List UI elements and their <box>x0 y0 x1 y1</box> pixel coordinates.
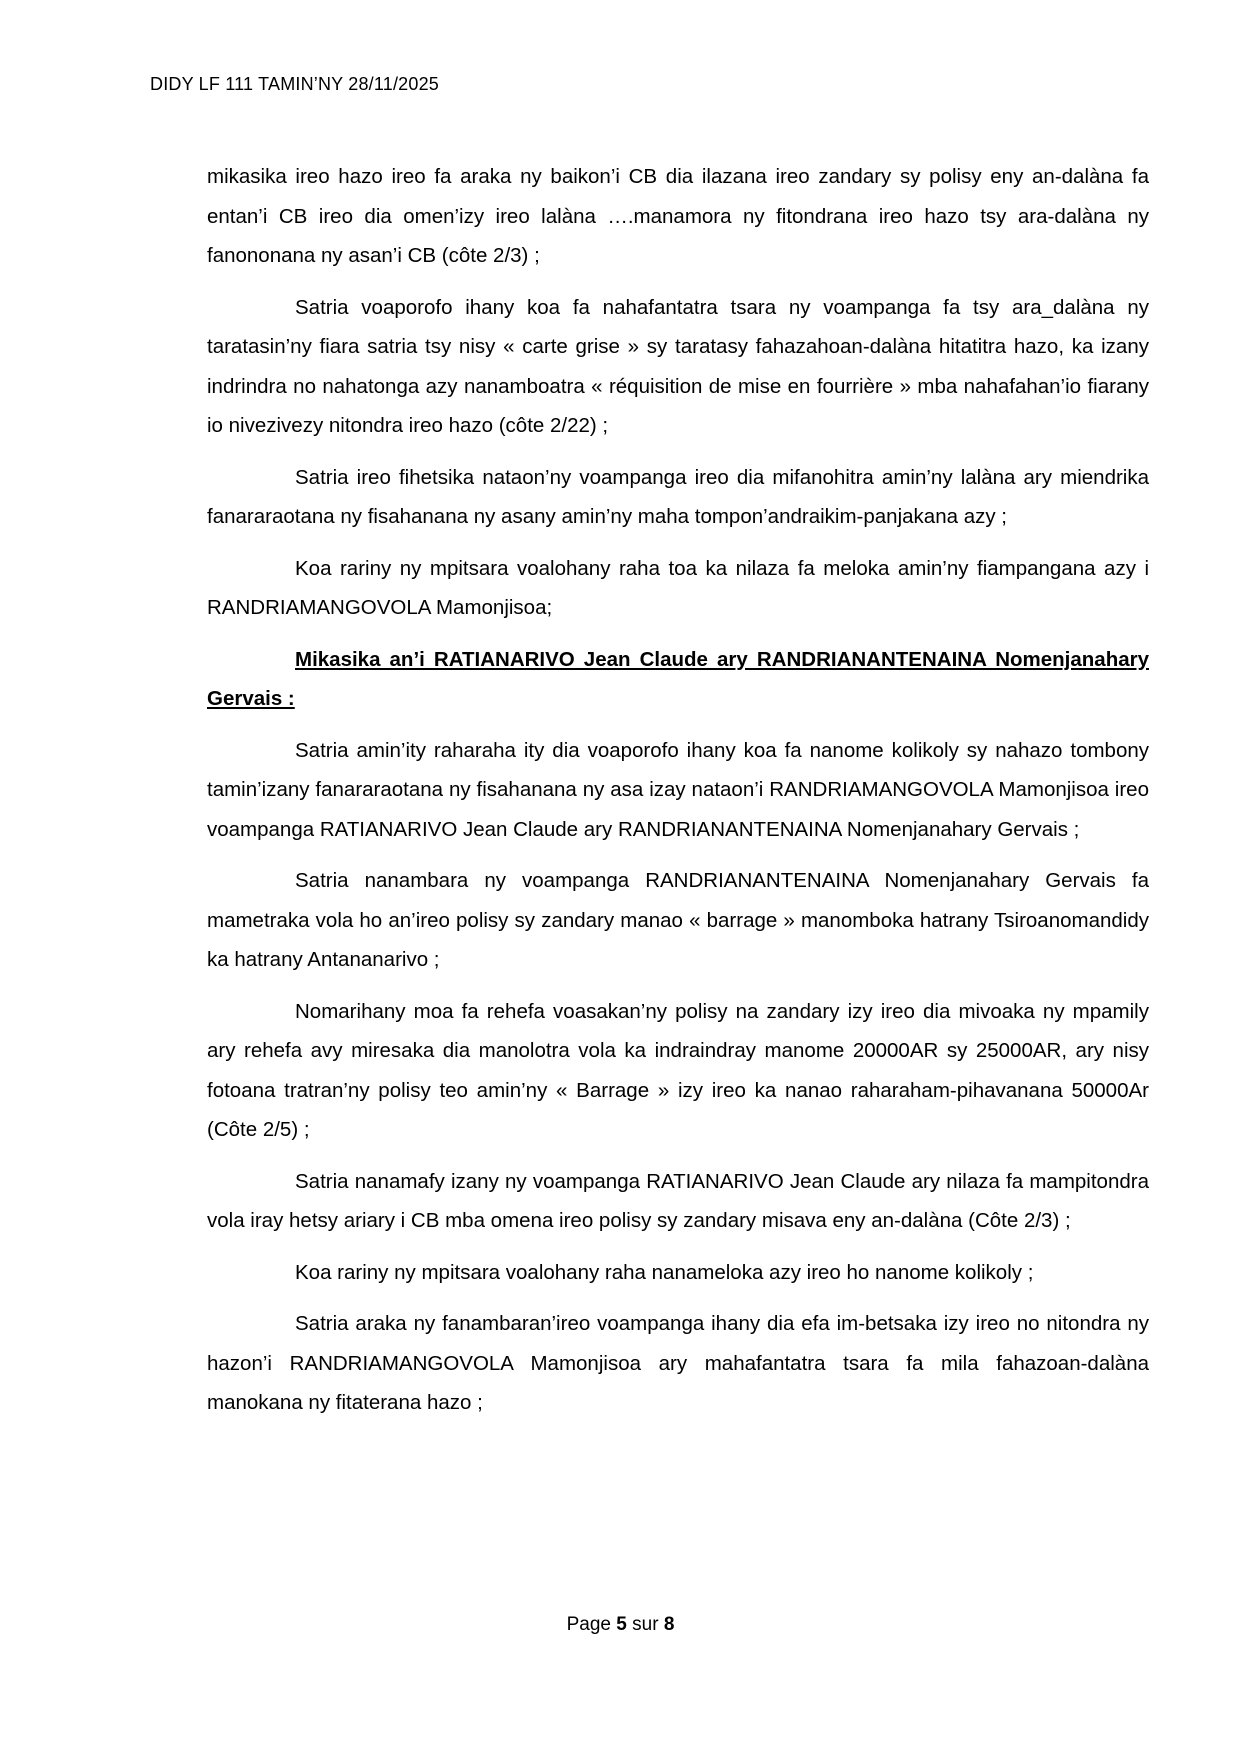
paragraph-9: Koa rariny ny mpitsara voalohany raha nanameloka azy ireo ho nanome kolikoly ; <box>295 1260 1034 1284</box>
paragraph-3: Satria ireo fihetsika nataon’ny voampanga ireo dia mifanohitra amin’ny lalàna ary miendrika fanararaotana ny fisahanana ny asany amin’ny maha tompon’andraikim-panjakana azy ; <box>207 465 1149 528</box>
page-number: 5 <box>616 1614 627 1635</box>
page-total: 8 <box>663 1614 675 1635</box>
paragraph-10: Satria araka ny fanambaran’ireo voampanga ihany dia efa im-betsaka izy ireo no nitondra ny hazon’i RANDRIAMANGOVOLA Mamonjisoa ary mahafantatra tsara fa mila fahazoan-dalàna manokana ny fitaterana hazo ; <box>207 1312 1149 1414</box>
paragraph-1: mikasika ireo hazo ireo fa araka ny baikon’i CB dia ilazana ireo zandary sy polisy eny an-dalàna fa entan’i CB ireo dia omen’izy ireo lalàna ….manamora ny fitondrana ireo hazo tsy ara-dalàna ny fanononana ny asan’i CB (côte 2/3) ; <box>207 165 1149 267</box>
document-header: DIDY LF 111 TAMIN’NY 28/11/2025 <box>150 74 440 94</box>
page-label: Page <box>566 1614 611 1635</box>
paragraph-8: Satria nanamafy izany ny voampanga RATIANARIVO Jean Claude ary nilaza fa mampitondra vola iray hetsy ariary i CB mba omena ireo polisy sy zandary misava eny an-dalàna (Côte 2/3) ; <box>207 1169 1149 1232</box>
paragraph-2: Satria voaporofo ihany koa fa nahafantatra tsara ny voampanga fa tsy ara_dalàna ny taratasin’ny fiara satria tsy nisy « carte grise » sy taratasy fahazahoan-dalàna hitatitra hazo, ka izany indrindra no nahatonga azy nanamboatra « réquisition de mise en fourrière » mba nahafahan’io fiarany io nivezivezy nitondra ireo hazo (côte 2/22) ; <box>207 295 1149 437</box>
paragraph-6: Satria nanambara ny voampanga RANDRIANANTENAINA Nomenjanahary Gervais fa mametraka vola ho an’ireo polisy sy zandary manao « barrage » manomboka hatrany Tsiroanomandidy ka hatrany Antananarivo ; <box>207 869 1149 971</box>
paragraph-4: Koa rariny ny mpitsara voalohany raha toa ka nilaza fa meloka amin’ny fiampangana azy i RANDRIAMANGOVOLA Mamonjisoa; <box>207 556 1149 619</box>
section-heading: Mikasika an’i RATIANARIVO Jean Claude ary RANDRIANANTENAINA Nomenjanahary Gervais : <box>207 647 1149 710</box>
sur-label: sur <box>632 1614 659 1635</box>
page-footer <box>0 1614 1241 1636</box>
paragraph-5: Satria amin’ity raharaha ity dia voaporofo ihany koa fa nanome kolikoly sy nahazo tombony tamin’izany fanararaotana ny fisahanana ny asa izay nataon’i RANDRIAMANGOVOLA Mamonjisoa ireo voampanga RATIANARIVO Jean Claude ary RANDRIANANTENAINA Nomenjanahary Gervais ; <box>207 738 1149 841</box>
paragraph-7: Nomarihany moa fa rehefa voasakan’ny polisy na zandary izy ireo dia mivoaka ny mpamily ary rehefa avy miresaka dia manolotra vola ka indraindray manome 20000AR sy 25000AR, ary nisy fotoana tratran’ny polisy teo amin’ny « Barrage » izy ireo ka nanao raharaham-pihavanana 50000Ar (Côte 2/5) ; <box>207 999 1149 1141</box>
document-body <box>207 157 1149 1435</box>
